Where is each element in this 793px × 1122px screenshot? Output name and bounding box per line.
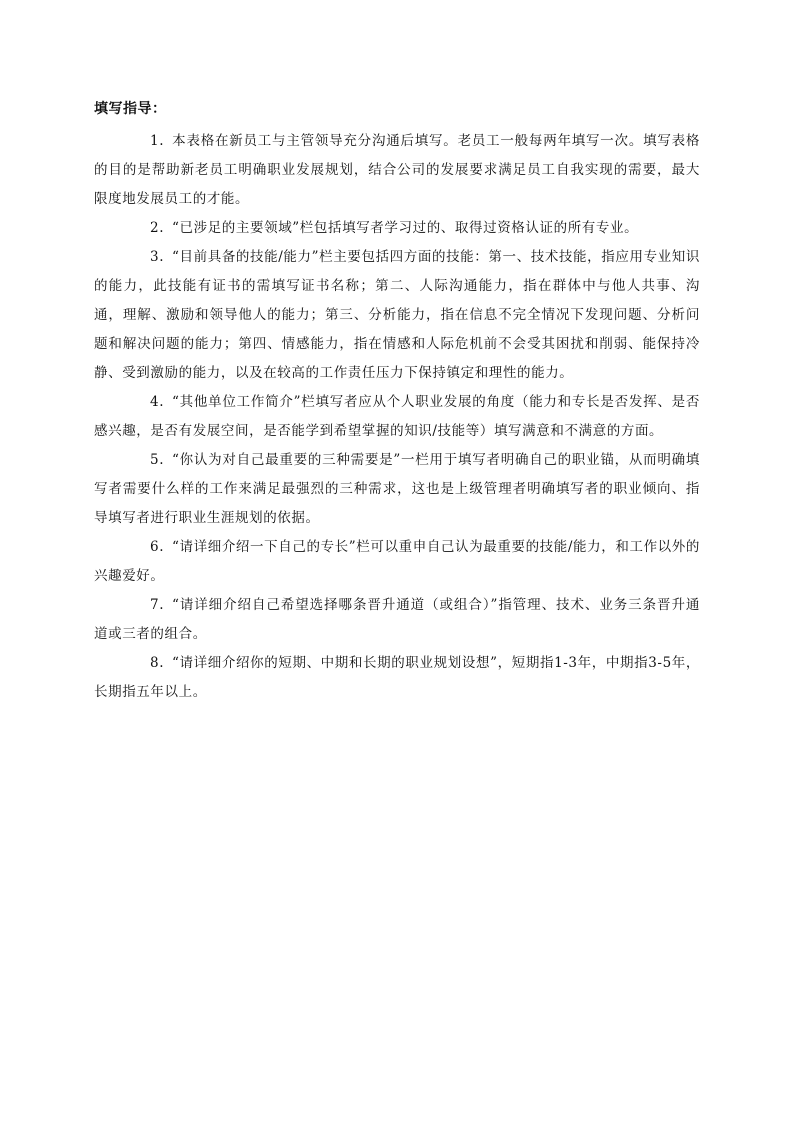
item-text: “请详细介绍一下自己的专长”栏可以重申自己认为最重要的技能/能力，和工作以外的兴趣爱好。 — [94, 539, 700, 584]
guide-item-3 — [94, 243, 700, 388]
item-text: “已涉足的主要领域”栏包括填写者学习过的、取得过资格认证的所有专业。 — [172, 220, 639, 236]
item-number: 8. — [150, 655, 165, 671]
guide-item-1 — [94, 127, 700, 214]
guide-item-5 — [94, 446, 700, 533]
document-page — [94, 98, 700, 707]
guide-item-2 — [94, 214, 700, 243]
item-text: “请详细介绍自己希望选择哪条晋升通道（或组合）”指管理、技术、业务三条晋升通道或三者的组合。 — [94, 597, 700, 642]
item-number: 5. — [150, 452, 165, 468]
item-text: “目前具备的技能/能力”栏主要包括四方面的技能：第一、技术技能，指应用专业知识的能力，此技能有证书的需填写证书名称；第二、人际沟通能力，指在群体中与他人共事、沟通，理解、激励和领导他人的能力；第三、分析能力，指在信息不完全情况下发现问题、分析问题和解决问题的能力；第四、情感能力，指在情感和人际危机前不会受其困扰和削弱、能保持冷静、受到激励的能力，以及在较高的工作责任压力下保持镇定和理性的能力。 — [94, 249, 700, 381]
item-text: “请详细介绍你的短期、中期和长期的职业规划设想”，短期指1-3年，中期指3-5年，长期指五年以上。 — [94, 655, 700, 700]
item-number: 3. — [150, 249, 165, 265]
item-text: “你认为对自己最重要的三种需要是”一栏用于填写者明确自己的职业锚，从而明确填写者需要什么样的工作来满足最强烈的三种需求，这也是上级管理者明确填写者的职业倾向、指导填写者进行职业生涯规划的依据。 — [94, 452, 700, 526]
item-number: 6. — [150, 539, 165, 555]
item-number: 4. — [150, 394, 165, 410]
guide-item-7 — [94, 591, 700, 649]
guide-item-8 — [94, 649, 700, 707]
item-number: 2. — [150, 220, 165, 236]
guide-item-4 — [94, 388, 700, 446]
item-number: 1. — [150, 133, 165, 149]
guide-heading: 填写指导： — [94, 101, 167, 117]
item-text: “其他单位工作简介”栏填写者应从个人职业发展的角度（能力和专长是否发挥、是否感兴趣，是否有发展空间，是否能学到希望掌握的知识/技能等）填写满意和不满意的方面。 — [94, 394, 700, 439]
item-number: 7. — [150, 597, 165, 613]
guide-item-6 — [94, 533, 700, 591]
item-text: 本表格在新员工与主管领导充分沟通后填写。老员工一般每两年填写一次。填写表格的目的是帮助新老员工明确职业发展规划，结合公司的发展要求满足员工自我实现的需要，最大限度地发展员工的才能。 — [94, 133, 700, 207]
